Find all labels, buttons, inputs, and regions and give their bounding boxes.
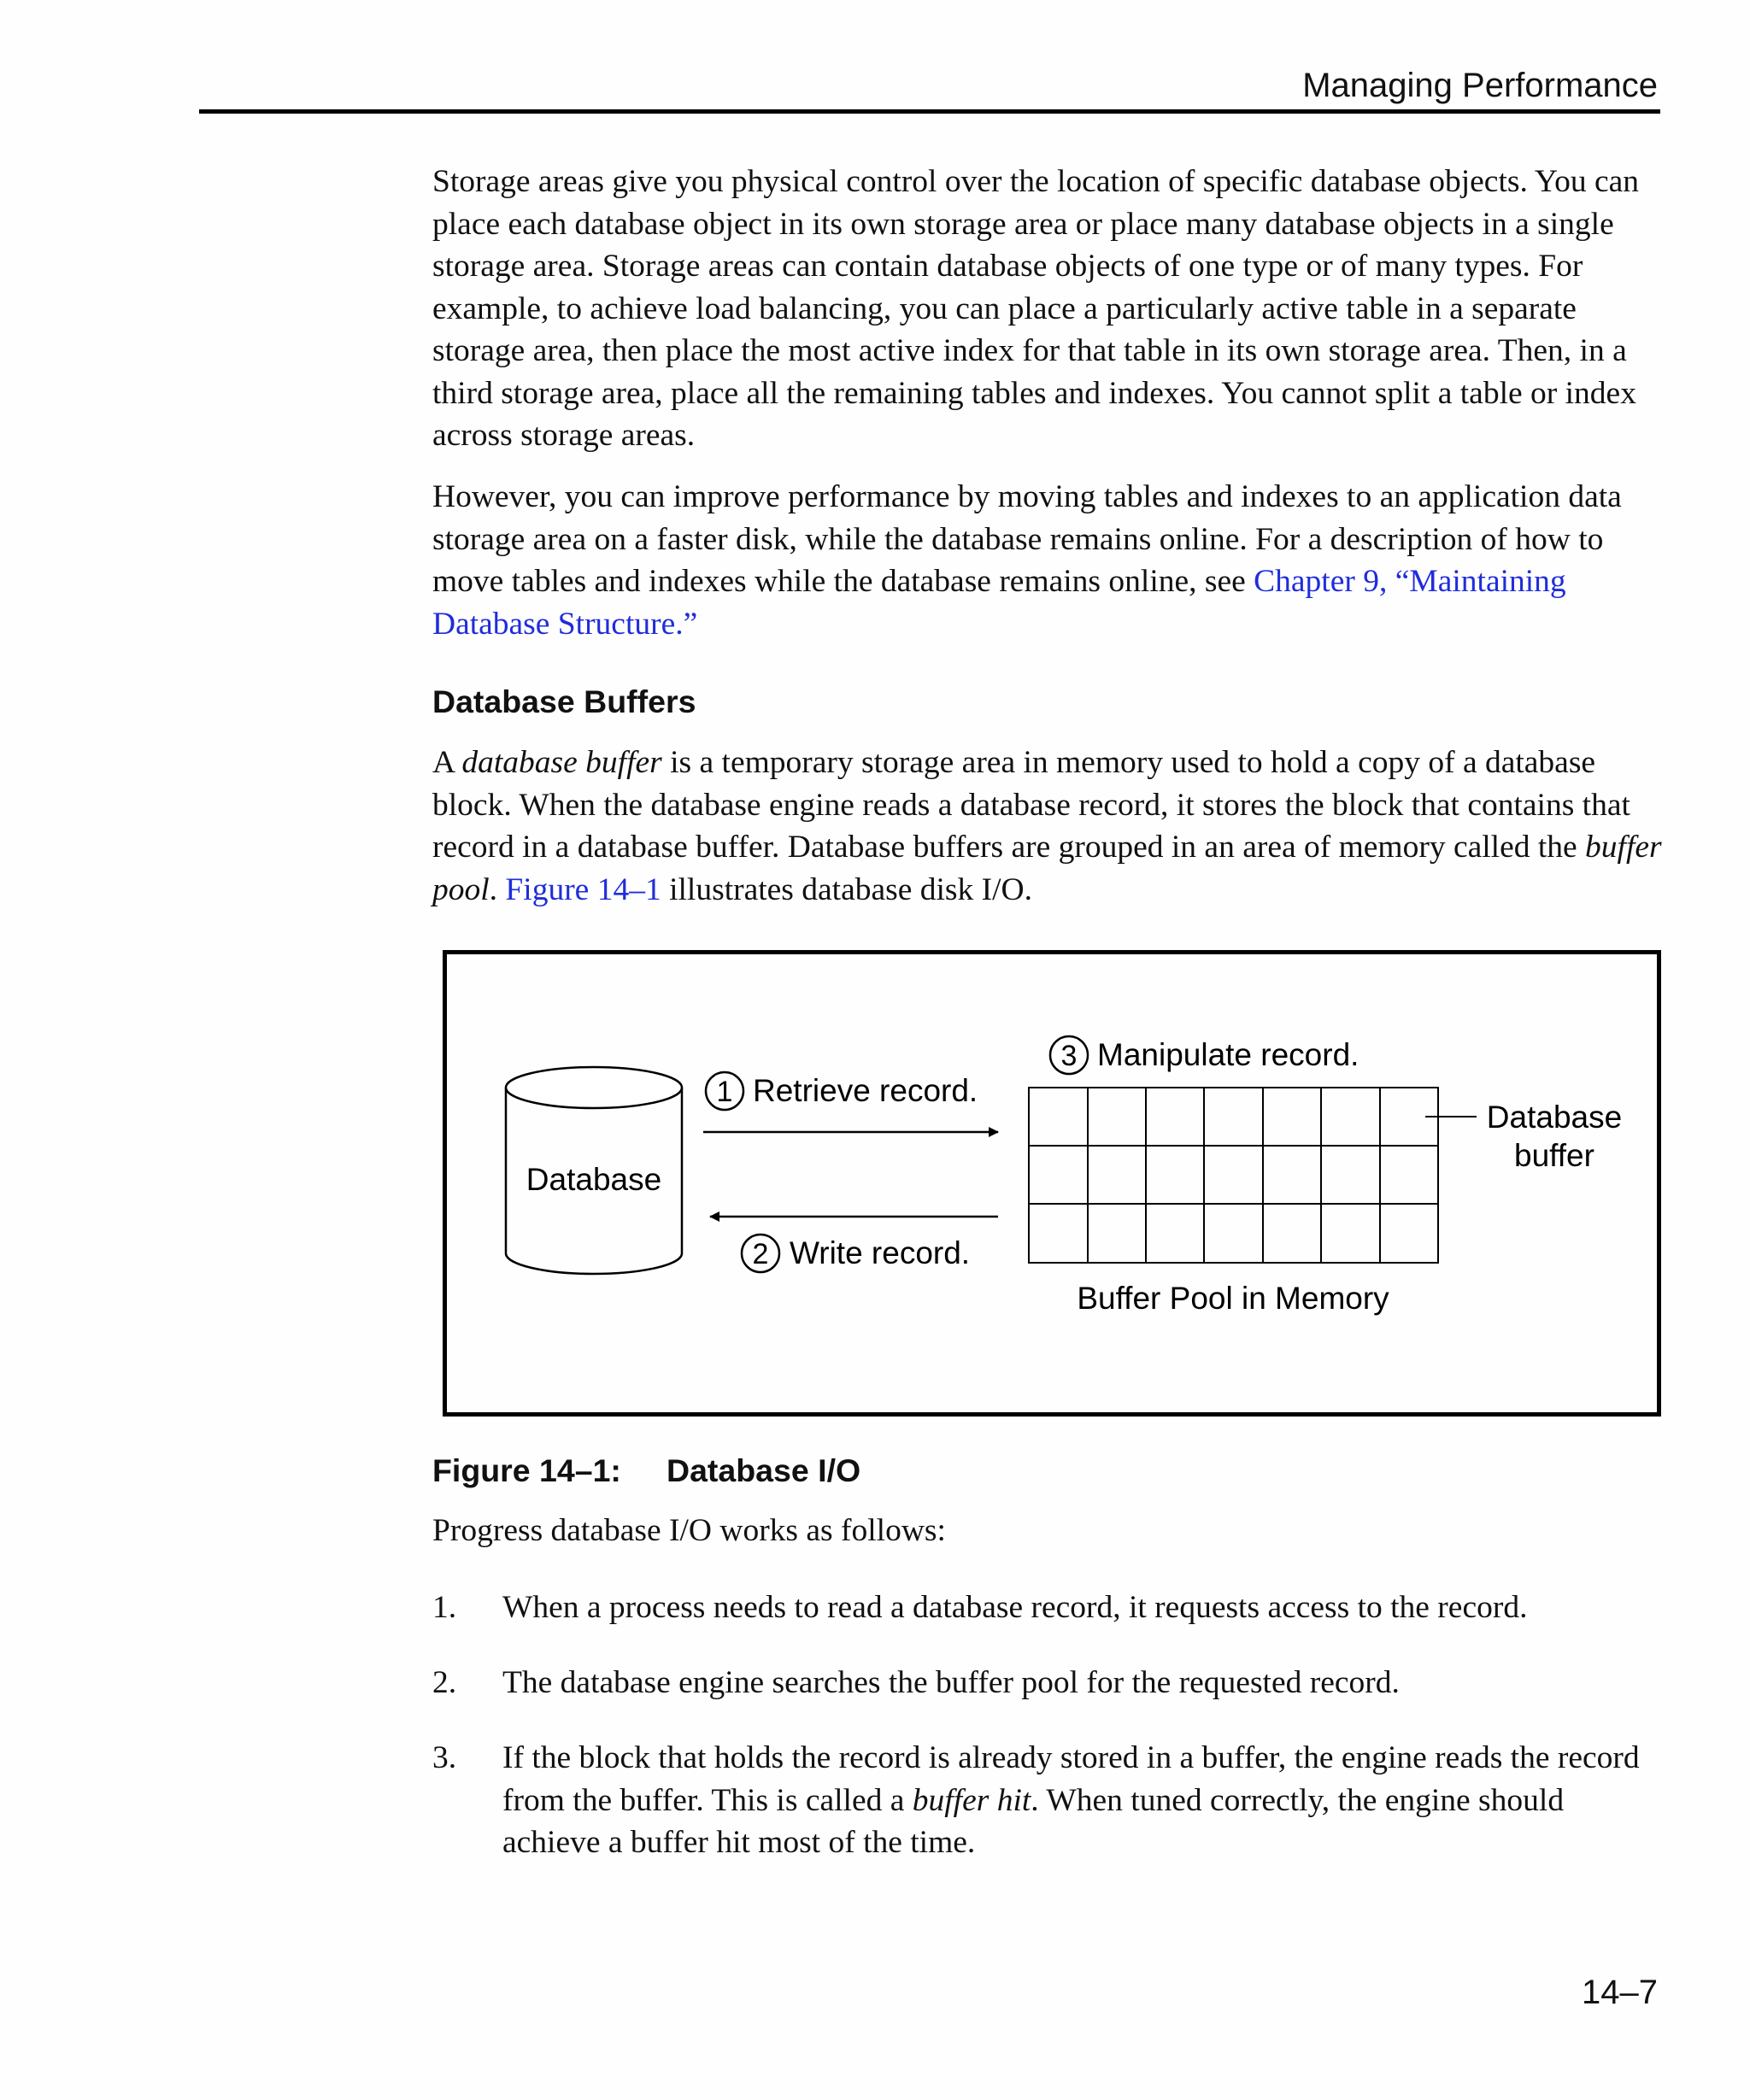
list-text bbox=[502, 1737, 1665, 1864]
text-span: A bbox=[432, 745, 462, 780]
section-heading: Database Buffers bbox=[432, 683, 696, 719]
step2-number: 2 bbox=[752, 1238, 769, 1270]
figure-caption-number: Figure 14–1: bbox=[432, 1452, 621, 1488]
page-number: 14–7 bbox=[1582, 1974, 1658, 2011]
paragraph-storage-areas: Storage areas give you physical control over the location of specific database objects. You can place each database object in its own storage area or place many database objects in a single storage area. Storage areas can contain database objects of one type or of many types. For example, to achieve load balancing, you can place a particularly active table in a separate storage area, then place the most active index for that table in its own storage area. Then, in a third storage area, place all the remaining tables and indexes. You cannot split a table or index across storage areas. bbox=[432, 164, 1640, 453]
step2-marker bbox=[742, 1235, 779, 1272]
figure-caption bbox=[432, 1452, 861, 1489]
figure-diagram bbox=[447, 954, 1657, 1412]
term-buffer-hit: buffer hit bbox=[912, 1782, 1031, 1818]
term-buffer-pool: buffer pool bbox=[432, 830, 1662, 907]
term-database-buffer: database buffer bbox=[461, 745, 662, 780]
retrieve-record-label: Retrieve record. bbox=[753, 1073, 978, 1108]
list-text: When a process needs to read a database record, it requests access to the record. bbox=[502, 1590, 1528, 1625]
chapter-9-link[interactable]: Chapter 9, “Maintaining Database Structure.” bbox=[432, 564, 1566, 642]
running-header: Managing Performance bbox=[1302, 67, 1658, 104]
step1-number: 1 bbox=[716, 1076, 733, 1108]
buffer-pool-label: Buffer Pool in Memory bbox=[1077, 1281, 1389, 1316]
list-text: The database engine searches the buffer pool for the requested record. bbox=[502, 1665, 1400, 1700]
figure-caption-title: Database I/O bbox=[667, 1452, 861, 1488]
database-buffer-label: Database bbox=[1486, 1100, 1623, 1135]
step3-number: 3 bbox=[1060, 1040, 1078, 1072]
database-buffer-label: buffer bbox=[1514, 1138, 1594, 1173]
text-span: is a temporary storage area in memory used to hold a copy of a database block. When the database engine reads a database record, it stores the block that contains that record in a database buffer. Database buffers are grouped in an area of memory called the bbox=[432, 745, 1630, 865]
buffer-pool-grid bbox=[1029, 1088, 1438, 1263]
database-label: Database bbox=[526, 1162, 662, 1197]
paragraph-text: However, you can improve performance by moving tables and indexes to an application data storage area on a faster disk, while the database remains online. For a description of how to move tables and indexes while the database remains online, see bbox=[432, 479, 1622, 599]
text-span: . bbox=[489, 871, 506, 907]
paragraph-database-buffers bbox=[432, 742, 1663, 911]
step3-marker bbox=[1050, 1036, 1088, 1074]
header-rule bbox=[199, 109, 1660, 114]
write-record-label: Write record. bbox=[790, 1235, 971, 1270]
list-number: 1. bbox=[432, 1590, 457, 1625]
text-span: . When tuned correctly, the engine should achieve a buffer hit most of the time. bbox=[502, 1782, 1565, 1860]
paragraph-improve-performance bbox=[432, 476, 1663, 645]
figure-14-1-link[interactable]: Figure 14–1 bbox=[505, 871, 661, 907]
text-span: illustrates database disk I/O. bbox=[661, 871, 1032, 907]
list-number: 3. bbox=[432, 1740, 457, 1775]
figure-database-io bbox=[443, 950, 1661, 1417]
list-number: 2. bbox=[432, 1665, 457, 1700]
text-span: If the block that holds the record is already stored in a buffer, the engine reads the record from the buffer. This is called a bbox=[502, 1740, 1640, 1818]
io-intro: Progress database I/O works as follows: bbox=[432, 1513, 946, 1548]
step1-marker bbox=[706, 1072, 743, 1110]
manipulate-record-label: Manipulate record. bbox=[1097, 1037, 1359, 1072]
